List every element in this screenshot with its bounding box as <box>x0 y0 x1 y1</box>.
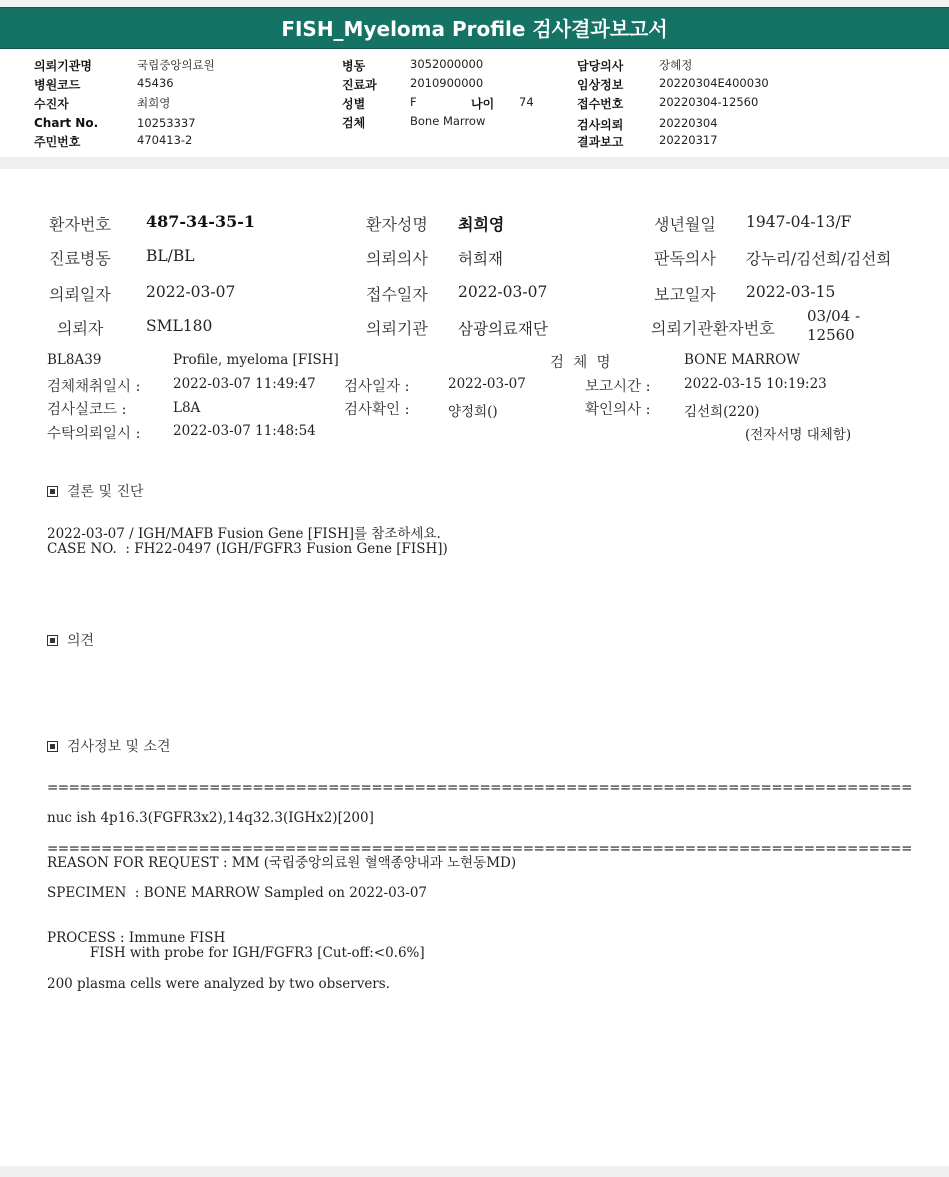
patient-name-value: 최희영 <box>458 215 505 234</box>
findings-heading <box>47 736 171 756</box>
consign-time-label: 수탁의뢰일시 : <box>47 426 141 442</box>
header-label: 주민번호 <box>34 135 81 149</box>
report-time-label: 보고시간 : <box>585 379 651 395</box>
receive-date-value: 2022-03-07 <box>458 283 548 301</box>
report-time-value: 2022-03-15 10:19:23 <box>684 376 827 392</box>
test-date-label: 검사일자 : <box>344 379 410 395</box>
header-value: 20220304E400030 <box>659 76 769 90</box>
patient-no-value: 487-34-35-1 <box>146 212 255 231</box>
req-date-value: 2022-03-07 <box>146 283 236 301</box>
square-bullet-icon <box>47 486 58 497</box>
square-bullet-icon <box>47 635 58 646</box>
age-value: 74 <box>519 95 534 109</box>
header-value: 최희영 <box>137 96 171 110</box>
req-date-label: 의뢰일자 <box>49 285 111 304</box>
specimen-label: 검 체 명 <box>550 355 611 371</box>
conclusion-title: 결론 및 진단 <box>67 484 144 500</box>
receive-date-label: 접수일자 <box>366 285 428 304</box>
divider-line: ================================================================================ <box>47 780 912 796</box>
process-line-1: PROCESS : Immune FISH <box>47 930 226 946</box>
header-label: 검체 <box>342 116 366 130</box>
square-bullet-icon <box>47 741 58 752</box>
collect-time-value: 2022-03-07 11:49:47 <box>173 376 316 392</box>
confirm-doctor-value: 김선희(220) <box>684 404 760 420</box>
header-label: 임상정보 <box>577 78 624 92</box>
karyotype-result: nuc ish 4p16.3(FGFR3x2),14q32.3(IGHx2)[200] <box>47 810 374 826</box>
test-code: BL8A39 <box>47 352 102 368</box>
report-date-value: 2022-03-15 <box>746 283 836 301</box>
lab-code-value: L8A <box>173 400 201 416</box>
header-value: Bone Marrow <box>410 114 486 128</box>
test-date-value: 2022-03-07 <box>448 376 526 392</box>
test-name: Profile, myeloma [FISH] <box>173 352 339 368</box>
report-title: FISH_Myeloma Profile 검사결과보고서 <box>0 7 949 49</box>
header-label: 병원코드 <box>34 78 81 92</box>
header-label: 의뢰기관명 <box>34 59 92 73</box>
report-date-label: 보고일자 <box>654 285 716 304</box>
report-header <box>0 49 949 157</box>
lab-code-label: 검사실코드 : <box>47 402 127 418</box>
bottom-strip <box>0 1166 949 1177</box>
header-value: 20220304-12560 <box>659 95 759 109</box>
header-value: 10253337 <box>137 116 196 130</box>
header-value: 장혜정 <box>659 58 693 72</box>
header-label: Chart No. <box>34 116 99 130</box>
header-value: 2010900000 <box>410 76 484 90</box>
header-label: 결과보고 <box>577 135 624 149</box>
read-doctor-value: 강누리/김선희/김선희 <box>746 250 892 268</box>
specimen-line: SPECIMEN : BONE MARROW Sampled on 2022-03-07 <box>47 885 428 901</box>
header-label: 진료과 <box>342 78 377 92</box>
esign-note: (전자서명 대체함) <box>745 427 852 443</box>
dob-value: 1947-04-13/F <box>746 213 852 231</box>
institution-value: 삼광의료재단 <box>458 320 548 338</box>
header-value: 45436 <box>137 76 174 90</box>
header-value: 국립중앙의료원 <box>137 58 215 72</box>
age-label: 나이 <box>471 97 495 111</box>
inst-patient-no-value: 03/04 - <box>807 307 861 325</box>
opinion-heading <box>47 630 94 650</box>
req-doctor-value: 허희재 <box>458 250 503 268</box>
requester-value: SML180 <box>146 317 213 335</box>
conclusion-heading <box>47 481 144 501</box>
top-strip <box>0 0 949 7</box>
requester-label: 의뢰자 <box>57 319 104 338</box>
header-value: 20220317 <box>659 133 718 147</box>
divider-line: ================================================================================ <box>47 841 912 857</box>
header-separator <box>0 157 949 169</box>
header-label: 접수번호 <box>577 97 624 111</box>
header-value: 470413-2 <box>137 133 193 147</box>
header-value: 20220304 <box>659 116 718 130</box>
dob-label: 생년월일 <box>654 215 716 234</box>
patient-no-label: 환자번호 <box>49 215 111 234</box>
collect-time-label: 검체채취일시 : <box>47 379 141 395</box>
test-confirm-value: 양정희() <box>448 404 498 420</box>
consign-time-value: 2022-03-07 11:48:54 <box>173 423 316 439</box>
ward-value: BL/BL <box>146 247 195 265</box>
findings-title: 검사정보 및 소견 <box>67 739 171 755</box>
confirm-doctor-label: 확인의사 : <box>585 402 651 418</box>
patient-name-label: 환자성명 <box>366 215 428 234</box>
ward-label: 진료병동 <box>49 249 111 268</box>
conclusion-line-1: 2022-03-07 / IGH/MAFB Fusion Gene [FISH]를 참조하세요. <box>47 526 441 542</box>
read-doctor-label: 판독의사 <box>654 249 716 268</box>
process-line-2: FISH with probe for IGH/FGFR3 [Cut-off:<0.6%] <box>47 945 425 961</box>
req-doctor-label: 의뢰의사 <box>366 249 428 268</box>
specimen-value: BONE MARROW <box>684 352 801 368</box>
conclusion-line-2: CASE NO. : FH22-0497 (IGH/FGFR3 Fusion Gene [FISH]) <box>47 541 448 557</box>
test-confirm-label: 검사확인 : <box>344 402 410 418</box>
inst-patient-no-label: 의뢰기관환자번호 <box>651 319 775 338</box>
header-label: 담당의사 <box>577 59 624 73</box>
analysis-note: 200 plasma cells were analyzed by two observers. <box>47 976 390 992</box>
header-value: 3052000000 <box>410 57 484 71</box>
inst-patient-no-value-2: 12560 <box>807 326 855 344</box>
header-label: 병동 <box>342 59 366 73</box>
opinion-title: 의견 <box>67 633 95 649</box>
header-value: F <box>410 95 417 109</box>
institution-label: 의뢰기관 <box>366 319 428 338</box>
header-label: 검사의뢰 <box>577 118 624 132</box>
header-label: 성별 <box>342 97 366 111</box>
header-label: 수진자 <box>34 97 69 111</box>
reason-for-request: REASON FOR REQUEST : MM (국립중앙의료원 혈액종양내과 노현동MD) <box>47 855 517 871</box>
